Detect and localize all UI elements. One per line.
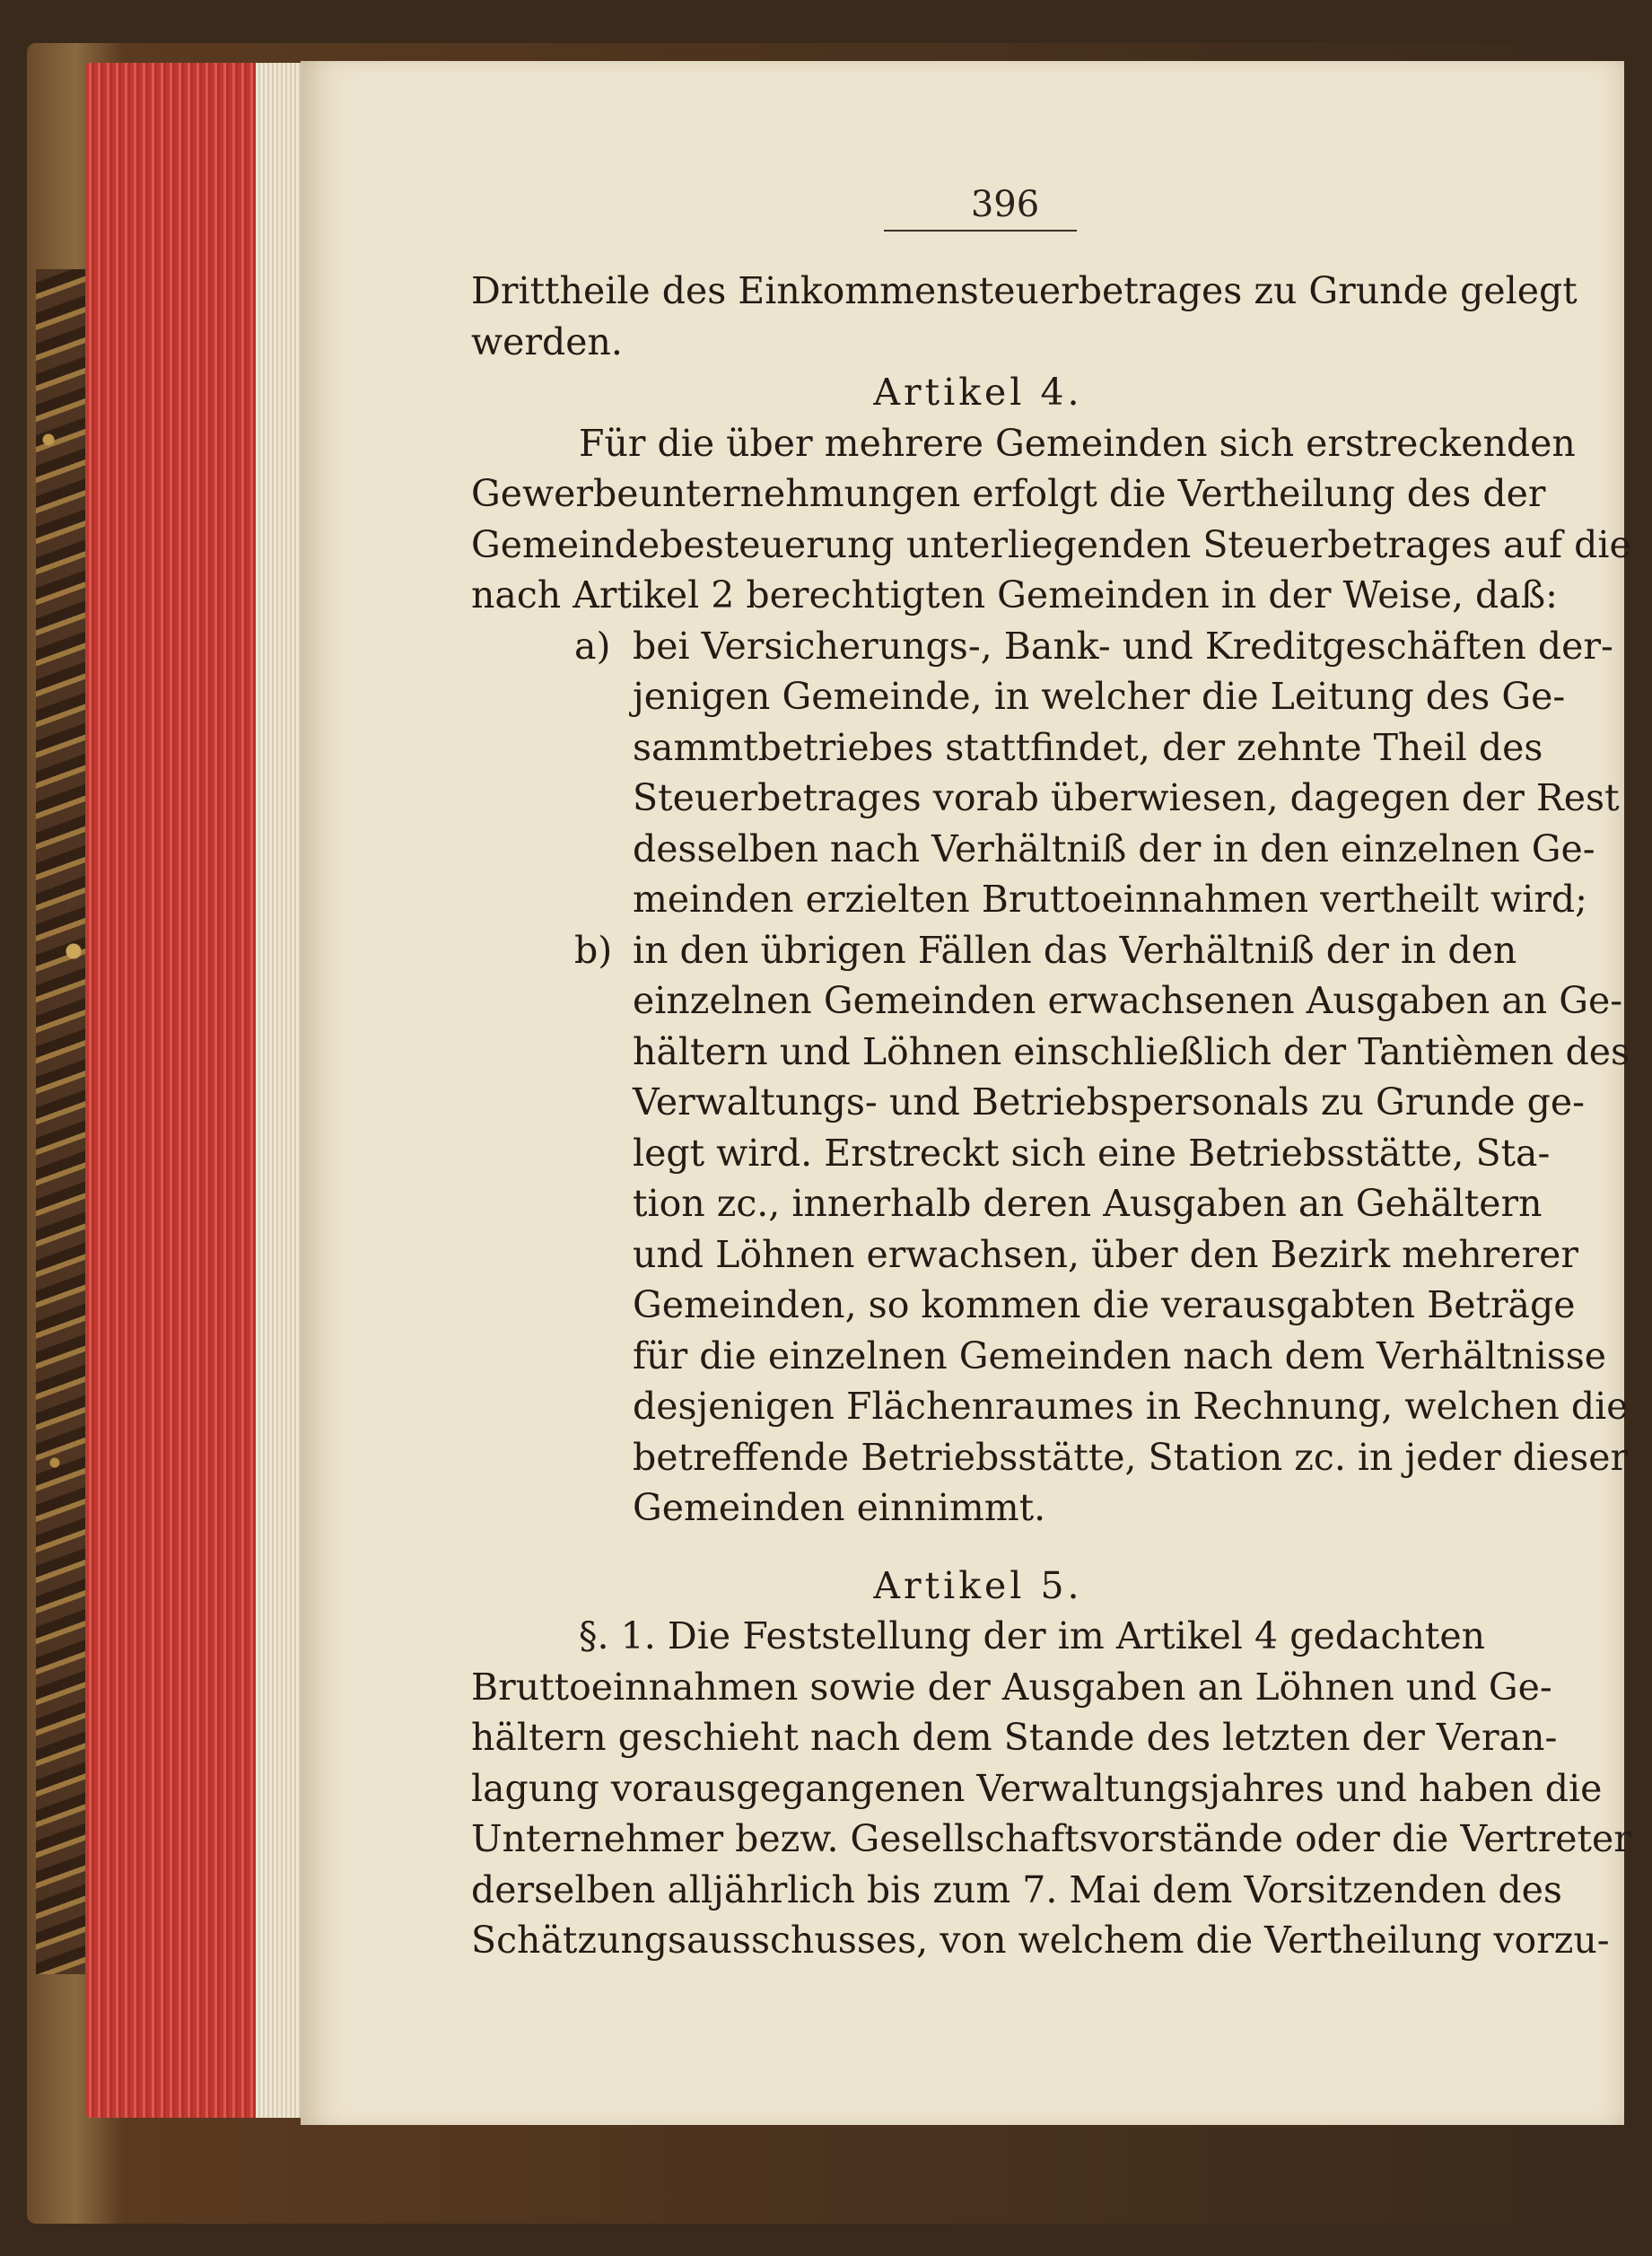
text-line: derselben alljährlich bis zum 7. Mai dem Vorsitzenden des <box>471 1867 1562 1911</box>
text-line: für die einzelnen Gemeinden nach dem Verhältnisse <box>633 1333 1607 1377</box>
red-page-edges <box>85 63 269 2118</box>
text-line: lagung vorausgegangenen Verwaltungsjahres und haben die <box>471 1766 1603 1810</box>
page-number: 396 <box>970 184 1040 225</box>
text-line: legt wird. Erstreckt sich eine Betriebsstätte, Sta- <box>633 1131 1551 1175</box>
text-line: Für die über mehrere Gemeinden sich erstreckenden <box>579 421 1576 465</box>
text-line: bei Versicherungs-, Bank- und Kreditgeschäften der- <box>633 624 1613 668</box>
text-line: Gemeinden, so kommen die verausgabten Beträge <box>633 1283 1576 1326</box>
text-line: nach Artikel 2 berechtigten Gemeinden in der Weise, daß: <box>471 573 1558 616</box>
item-a-marker: a) <box>574 624 611 668</box>
list-item-b <box>471 925 1517 976</box>
text-line: desselben nach Verhältniß der in den einzelnen Ge- <box>633 826 1595 870</box>
text-line: Schätzungsausschusses, von welchem die Vertheilung vorzu- <box>471 1919 1610 1962</box>
item-b-marker: b) <box>574 928 613 972</box>
page-text <box>471 266 1631 1966</box>
text-line: Gemeindebesteuerung unterliegenden Steuerbetrages auf die <box>471 522 1631 566</box>
spacer <box>471 1534 1485 1561</box>
text-line: Verwaltungs- und Betriebspersonals zu Grunde ge- <box>633 1080 1586 1124</box>
text-line: Gewerbeunternehmungen erfolgt die Vertheilung des der <box>471 472 1546 515</box>
text-line: Bruttoeinnahmen sowie der Ausgaben an Löhnen und Ge- <box>471 1665 1552 1709</box>
header-rule <box>884 230 1077 232</box>
text-line: Drittheile des Einkommensteuerbetrages zu Grunde gelegt <box>471 269 1578 312</box>
article-5-heading: Artikel 5. <box>873 1563 1083 1607</box>
text-line: betreffende Betriebsstätte, Station zc. in jeder dieser <box>633 1435 1629 1479</box>
text-line: §. 1. Die Feststellung der im Artikel 4 gedachten <box>579 1614 1485 1657</box>
text-line: sammtbetriebes stattfindet, der zehnte Theil des <box>633 725 1543 769</box>
text-line: hältern und Löhnen einschließlich der Tantièmen des <box>633 1029 1630 1073</box>
text-line: in den übrigen Fällen das Verhältniß der in den <box>633 928 1517 972</box>
text-line: werden. <box>471 319 623 363</box>
text-line: Unternehmer bezw. Gesellschaftsvorstände oder die Vertreter <box>471 1817 1631 1860</box>
text-line: und Löhnen erwachsen, über den Bezirk mehrerer <box>633 1232 1579 1276</box>
text-line: meinden erzielten Bruttoeinnahmen vertheilt wird; <box>633 878 1587 921</box>
text-line: desjenigen Flächenraumes in Rechnung, welchen die <box>633 1385 1629 1428</box>
text-line: jenigen Gemeinde, in welcher die Leitung des Ge- <box>633 675 1566 718</box>
article-4-heading: Artikel 4. <box>873 371 1083 414</box>
text-line: Gemeinden einnimmt. <box>633 1486 1046 1529</box>
text-line: hältern geschieht nach dem Stande des letzten der Veran- <box>471 1716 1558 1759</box>
text-line: einzelnen Gemeinden erwachsenen Ausgaben an Ge- <box>633 979 1623 1022</box>
text-line: tion zc., innerhalb deren Ausgaben an Gehältern <box>633 1182 1543 1225</box>
list-item-a <box>471 621 1613 672</box>
text-line: Steuerbetrages vorab überwiesen, dagegen der Rest <box>633 776 1620 819</box>
